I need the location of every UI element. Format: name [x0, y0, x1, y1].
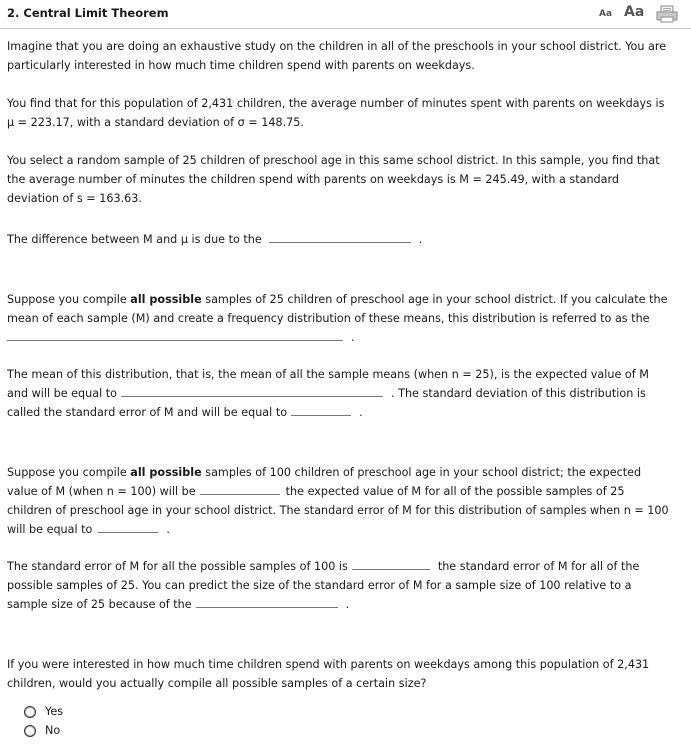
standard-error-answer-dropdown[interactable]: [291, 404, 351, 416]
radio-button[interactable]: [24, 725, 36, 737]
standard-error-100-answer-dropdown[interactable]: [98, 521, 158, 533]
difference-question: The difference between M and μ is due to the .: [7, 233, 423, 246]
sample-paragraph: You select a random sample of 25 children of preschool age in this same school district. In this sample, you find that the average number of minutes the children spend with parents on weekdays is M = 245.49, with a standard deviation of s = 163.63.: [7, 154, 660, 205]
expected-value-comparison-dropdown[interactable]: [200, 483, 280, 495]
compare-question: The standard error of M for all the possible samples of 100 is the standard error of M for all of the possible samples of 25. You can predict the size of the standard error of M for a sample size of 100 relative to a sample size of 25 because of the .: [7, 560, 640, 611]
question-header: [0, 0, 691, 29]
radio-button[interactable]: [24, 706, 36, 718]
intro-paragraph: Imagine that you are doing an exhaustive study on the children in all of the preschools in your school district. You are particularly interested in how much time children spend with parents on weekdays.: [7, 40, 667, 72]
expected-value-answer-dropdown[interactable]: [121, 385, 383, 397]
standard-error-comparison-dropdown[interactable]: [352, 558, 430, 570]
mean-question: The mean of this distribution, that is, the mean of all the sample means (when n = 25), is the expected value of M and will be equal to . The standard deviation of this distribution is called the standard error of M and will be equal to .: [7, 368, 649, 419]
printer-icon[interactable]: [656, 5, 678, 23]
population-paragraph: You find that for this population of 2,431 children, the average number of minutes spent with parents on weekdays is μ = 223.17, with a standard deviation of σ = 148.75.: [7, 97, 665, 129]
difference-answer-dropdown[interactable]: [269, 231, 411, 243]
distribution-question: Suppose you compile all possible samples of 25 children of preschool age in your school district. If you calculate the mean of each sample (M) and create a frequency distribution of these means, this distribution is referred to as the .: [7, 293, 668, 344]
question-title: 2. Central Limit Theorem: [7, 6, 169, 20]
compile-question: If you were interested in how much time children spend with parents on weekdays among this population of 2,431 children, would you actually compile all possible samples of a certain size?: [7, 658, 650, 690]
distribution-answer-dropdown[interactable]: [7, 329, 343, 341]
reason-answer-dropdown[interactable]: [196, 596, 338, 608]
font-size-small-button[interactable]: Aa: [599, 9, 613, 19]
hundred-samples-question: Suppose you compile all possible samples of 100 children of preschool age in your school district; the expected value of M (when n = 100) will be the expected value of M for all of the possible samples of 25 children of preschool age in your school district. The standard error of M for this distribution of samples when n = 100 will be equal to .: [7, 466, 669, 536]
font-size-large-button[interactable]: Aa: [624, 4, 645, 20]
